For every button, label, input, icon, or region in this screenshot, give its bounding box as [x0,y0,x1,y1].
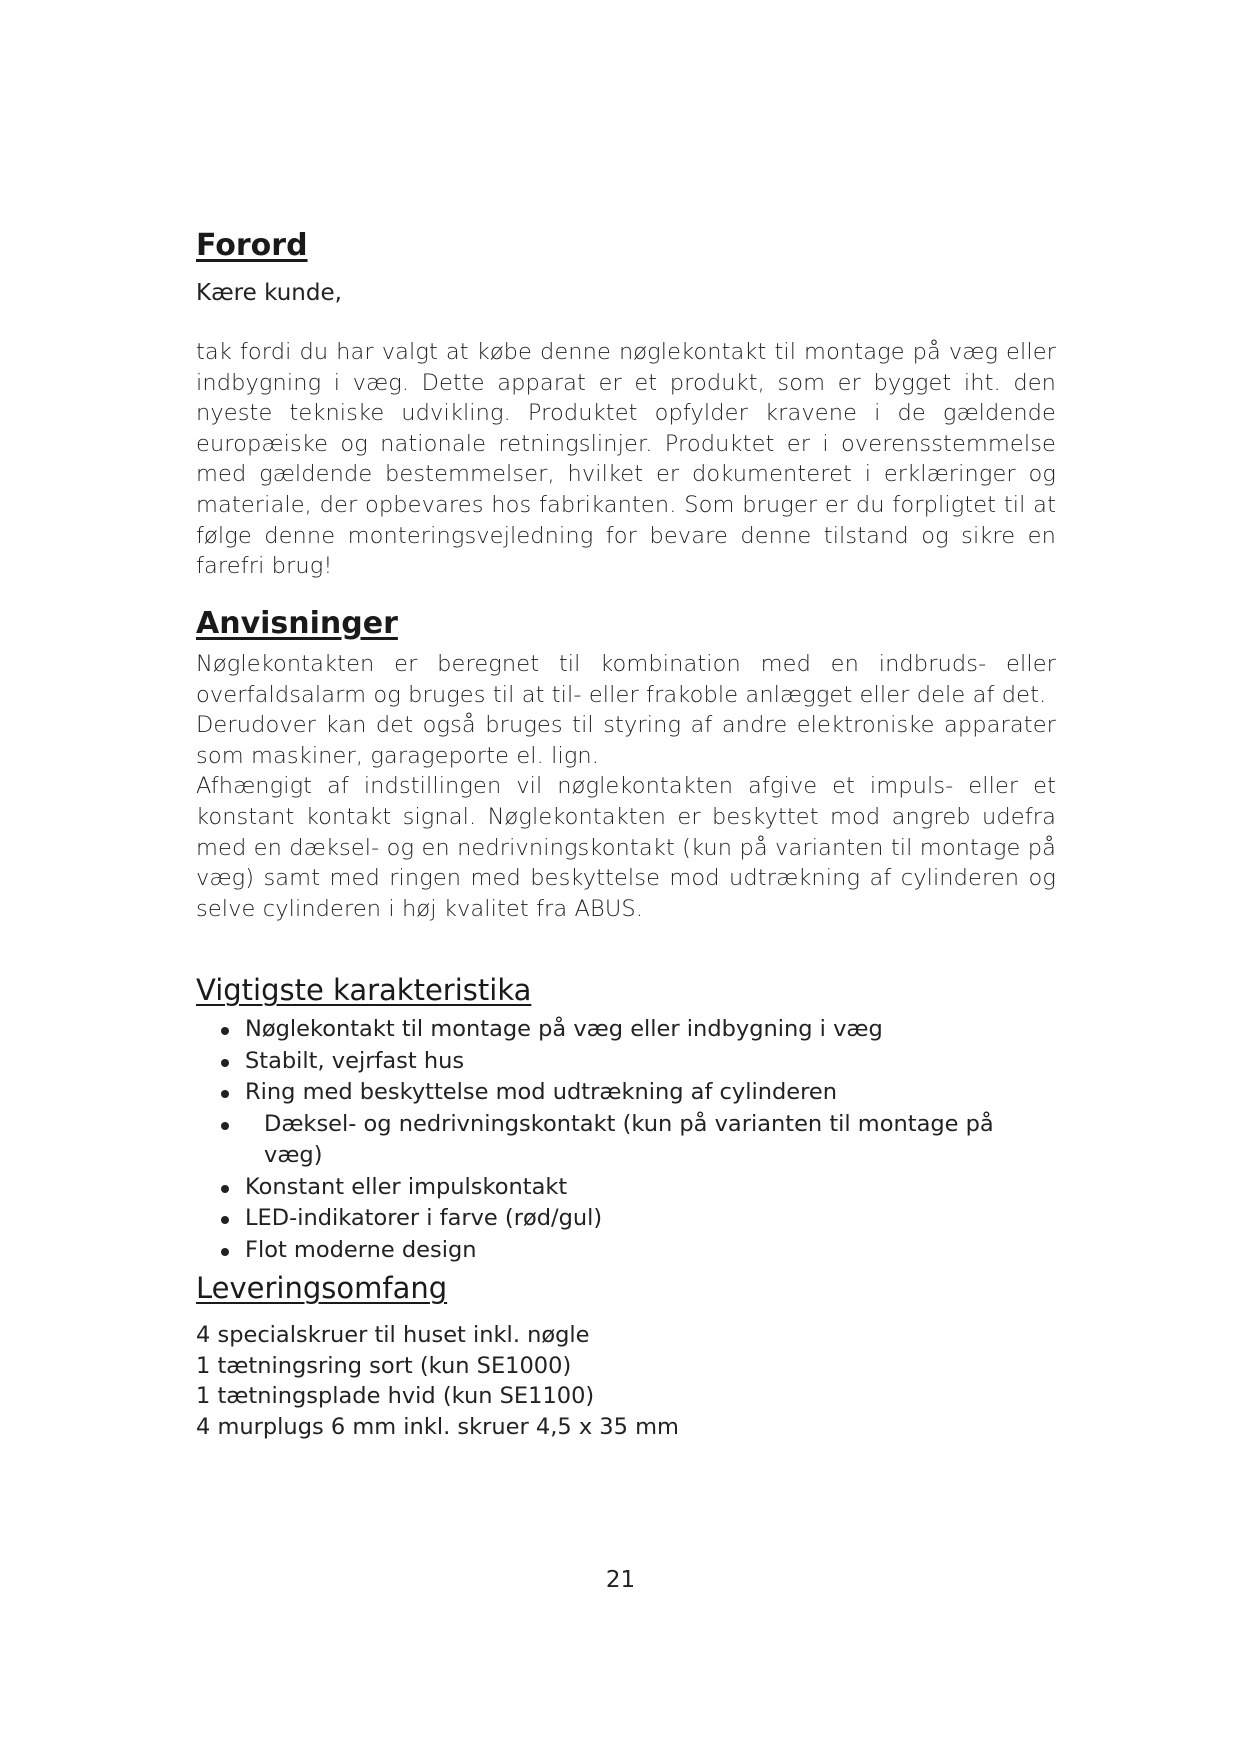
list-item: Nøglekontakt til montage på væg eller indbygning i væg [196,1014,1056,1046]
heading-karakteristika: Vigtigste karakteristika [196,973,532,1007]
heading-leveringsomfang: Leveringsomfang [196,1271,448,1305]
list-item: Dæksel- og nedrivningskontakt (kun på varianten til montage på væg) [196,1109,1056,1172]
section-forord [196,228,1056,582]
section-karakteristika [196,972,1056,1266]
list-item: Konstant eller impulskontakt [196,1172,1056,1204]
list-item: Flot moderne design [196,1235,1056,1267]
bullet-icon [221,1027,229,1035]
list-item: 1 tætningsplade hvid (kun SE1100) [196,1383,595,1410]
anvisninger-paragraph: Nøglekontakten er beregnet til kombination med en indbruds- eller overfaldsalarm og bruges til at til- eller frakoble anlægget eller dele af det. [196,651,1056,708]
anvisninger-paragraph: Derudover kan det også bruges til styring af andre elektroniske apparater som maskiner, garageporte el. lign. [196,712,1056,769]
list-item: 4 specialskruer til huset inkl. nøgle [196,1322,590,1348]
greeting: Kære kunde, [196,280,342,306]
list-item: LED-indikatorer i farve (rød/gul) [196,1203,1056,1235]
page-number: 21 [605,1567,636,1593]
leveringsomfang-list [196,1320,1056,1442]
bullet-icon [221,1185,229,1193]
forord-body: tak fordi du har valgt at købe denne nøglekontakt til montage på væg eller indbygning i væg. Dette apparat er et produkt, som er bygget iht. den nyeste tekniske udvikling. Produktet opfylder kravene i de gældende europæiske og nationale retningslinjer. Produktet er i overensstemmelse med gældende bestemmelser, hvilket er dokumenteret i erklæringer og materiale, der opbevares hos fabrikanten. Som bruger er du forpligtet til at følge denne monteringsvejledning for bevare denne tilstand og sikre en farefri brug! [196,339,1056,580]
anvisninger-body [196,649,1056,924]
bullet-icon [221,1216,229,1224]
section-anvisninger [196,606,1056,924]
bullet-icon [221,1059,229,1067]
anvisninger-paragraph: Afhængigt af indstillingen vil nøglekontakten afgive et impuls- eller et konstant kontakt signal. Nøglekontakten er beskyttet mod angreb udefra med en dæksel- og en nedrivningskontakt (kun på varianten til montage på væg) samt med ringen med beskyttelse mod udtrækning af cylinderen og selve cylinderen i høj kvalitet fra ABUS. [196,773,1056,922]
bullet-icon [221,1090,229,1098]
heading-anvisninger: Anvisninger [196,606,398,641]
list-item: Ring med beskyttelse mod udtrækning af cylinderen [196,1077,1056,1109]
karakteristika-list [196,1014,1056,1266]
list-item: 4 murplugs 6 mm inkl. skruer 4,5 x 35 mm [196,1413,679,1440]
section-leveringsomfang [196,1270,1056,1442]
bullet-icon [221,1122,229,1130]
list-item: 1 tætningsring sort (kun SE1000) [196,1352,572,1379]
heading-forord: Forord [196,228,308,263]
list-item: Stabilt, vejrfast hus [196,1046,1056,1078]
bullet-icon [221,1248,229,1256]
